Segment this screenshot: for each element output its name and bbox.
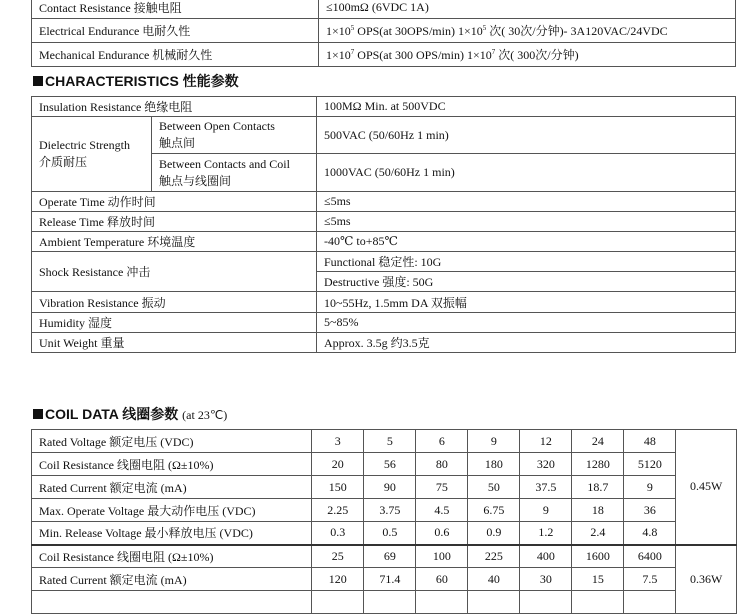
spec-label: Mechanical Endurance 机械耐久性 [32,43,319,67]
coil-value-cell: 1600 [572,545,624,568]
spec-row [32,313,736,333]
spec-row [32,333,736,353]
spec-label: Electrical Endurance 电耐久性 [32,19,319,43]
coil-row-label: Rated Voltage 额定电压 (VDC) [32,430,312,453]
coil-value-cell: 75 [416,476,468,499]
coil-value-cell: 90 [364,476,416,499]
spec-value: -40℃ to+85℃ [317,232,736,252]
spec-value: 10~55Hz, 1.5mm DA 双振幅 [317,292,736,313]
spec-value: ≤5ms [317,192,736,212]
coil-value-cell: 30 [520,568,572,591]
spec-value: Functional 稳定性: 10G [317,252,736,272]
coil-table-row [32,591,737,614]
coil-row-label: Rated Current 额定电流 (mA) [32,476,312,499]
coil-value-cell: 60 [416,568,468,591]
coil-value-cell [624,591,676,614]
characteristics-heading: CHARACTERISTICS 性能参数 [33,71,239,91]
spec-label: Vibration Resistance 振动 [32,292,317,313]
spec-label: Shock Resistance 冲击 [32,252,317,292]
coil-value-cell: 0.5 [364,522,416,545]
spec-sublabel: Between Contacts and Coil 触点与线圈间 [152,154,317,192]
coil-data-table [31,429,737,614]
spec-sublabel: Between Open Contacts 触点间 [152,117,317,154]
spec-value: Destructive 强度: 50G [317,272,736,292]
coil-value-cell: 6400 [624,545,676,568]
spec-label: Dielectric Strength 介质耐压 [32,117,152,192]
coil-value-cell: 36 [624,499,676,522]
spec-row [32,212,736,232]
coil-value-cell: 15 [572,568,624,591]
spec-value: ≤100mΩ (6VDC 1A) [319,0,736,19]
coil-value-cell: 48 [624,430,676,453]
coil-row-label: Coil Resistance 线圈电阻 (Ω±10%) [32,545,312,568]
square-bullet-icon [33,76,43,86]
coil-value-cell: 40 [468,568,520,591]
contact-specs-table [31,0,736,67]
coil-value-cell: 71.4 [364,568,416,591]
coil-value-cell [364,591,416,614]
coil-value-cell: 1.2 [520,522,572,545]
spec-label: Humidity 湿度 [32,313,317,333]
spec-label: Operate Time 动作时间 [32,192,317,212]
spec-row [32,232,736,252]
coil-row-label: Max. Operate Voltage 最大动作电压 (VDC) [32,499,312,522]
coil-table-row [32,568,737,591]
spec-value: 500VAC (50/60Hz 1 min) [317,117,736,154]
spec-row [32,292,736,313]
coil-value-cell: 7.5 [624,568,676,591]
coil-value-cell: 3.75 [364,499,416,522]
coil-table-row [32,453,737,476]
characteristics-table [31,96,736,353]
spec-row [32,97,736,117]
coil-value-cell: 2.25 [312,499,364,522]
coil-row-label: Min. Release Voltage 最小释放电压 (VDC) [32,522,312,545]
coil-table-row [32,522,737,545]
spec-row [32,117,736,154]
spec-row [32,19,736,43]
coil-value-cell: 0.6 [416,522,468,545]
coil-value-cell: 56 [364,453,416,476]
coil-value-cell [416,591,468,614]
coil-value-cell: 225 [468,545,520,568]
spec-value: Approx. 3.5g 约3.5克 [317,333,736,353]
spec-row [32,43,736,67]
coil-value-cell: 18 [572,499,624,522]
coil-table-row [32,430,737,453]
coil-value-cell: 37.5 [520,476,572,499]
coil-value-cell: 0.9 [468,522,520,545]
coil-value-cell: 5 [364,430,416,453]
spec-value: ≤5ms [317,212,736,232]
spec-value: 100MΩ Min. at 500VDC [317,97,736,117]
coil-table-row [32,545,737,568]
coil-value-cell: 9 [468,430,520,453]
spec-label: Unit Weight 重量 [32,333,317,353]
coil-value-cell: 20 [312,453,364,476]
spec-label: Ambient Temperature 环境温度 [32,232,317,252]
coil-value-cell [572,591,624,614]
coil-value-cell: 6.75 [468,499,520,522]
spec-label: Insulation Resistance 绝缘电阻 [32,97,317,117]
coil-value-cell [32,591,312,614]
spec-label: Contact Resistance 接触电阻 [32,0,319,19]
coil-value-cell: 80 [416,453,468,476]
coil-value-cell: 120 [312,568,364,591]
coil-value-cell: 9 [624,476,676,499]
spec-value: $1\times 10^7$ OPS(at 300 OPS/min) $1\times 10^7$ 次( 300次/分钟) [319,43,736,67]
coil-value-cell: 400 [520,545,572,568]
square-bullet-icon [33,409,43,419]
coil-value-cell: 0.3 [312,522,364,545]
coil-value-cell [520,591,572,614]
coil-value-cell [312,591,364,614]
coil-value-cell: 3 [312,430,364,453]
spec-label: Release Time 释放时间 [32,212,317,232]
coil-value-cell: 69 [364,545,416,568]
coil-data-note: (at 23℃) [182,408,228,422]
spec-row [32,0,736,19]
coil-value-cell: 18.7 [572,476,624,499]
coil-value-cell: 12 [520,430,572,453]
coil-power-cell: 0.45W [676,430,737,545]
coil-row-label: Coil Resistance 线圈电阻 (Ω±10%) [32,453,312,476]
coil-table-row [32,499,737,522]
spec-value: $1\times 10^5$ OPS(at 30OPS/min) $1\times 10^5$ 次( 30次/分钟)- 3A120VAC/24VDC [319,19,736,43]
coil-value-cell: 4.8 [624,522,676,545]
coil-value-cell [468,591,520,614]
spec-row [32,192,736,212]
coil-power-cell: 0.36W [676,545,737,614]
coil-row-label: Rated Current 额定电流 (mA) [32,568,312,591]
coil-value-cell: 180 [468,453,520,476]
coil-value-cell: 24 [572,430,624,453]
coil-value-cell: 320 [520,453,572,476]
spec-value: 1000VAC (50/60Hz 1 min) [317,154,736,192]
coil-value-cell: 9 [520,499,572,522]
coil-value-cell: 6 [416,430,468,453]
coil-value-cell: 5120 [624,453,676,476]
coil-value-cell: 150 [312,476,364,499]
coil-value-cell: 1280 [572,453,624,476]
coil-value-cell: 25 [312,545,364,568]
coil-value-cell: 4.5 [416,499,468,522]
coil-value-cell: 100 [416,545,468,568]
coil-value-cell: 50 [468,476,520,499]
coil-data-heading: COIL DATA 线圈参数 (at 23℃) [33,404,227,424]
coil-value-cell: 2.4 [572,522,624,545]
coil-table-row [32,476,737,499]
spec-value: 5~85% [317,313,736,333]
spec-row [32,252,736,272]
